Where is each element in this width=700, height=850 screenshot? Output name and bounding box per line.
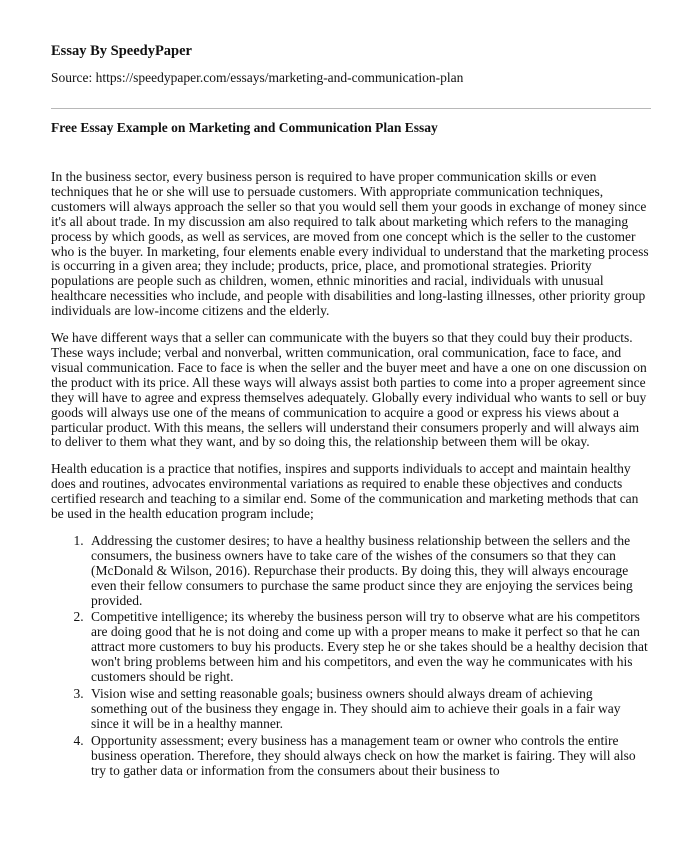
brand-title: Essay By SpeedyPaper [51, 43, 192, 59]
numbered-list [51, 534, 651, 779]
body-paragraph: In the business sector, every business person is required to have proper communication skills or even techniques that he or she will use to persuade customers. With appropriate communication techniques, customers will always approach the seller so that you would sell them your goods in exchange of money since it's all about trade. In my discussion am also required to talk about marketing which refers to the managing process by which goods, as well as services, are moved from one concept which is the seller to the customer who is the buyer. In marketing, four elements enable every individual to understand that the marketing process is occurring in a given area; they include; products, price, place, and promotional strategies. Priority populations are people such as children, women, ethnic minorities and racial, individuals with unusual healthcare necessities who include, and people with disabilities and long-lasting illnesses, other priority group individuals are low-income citizens and the elderly. [51, 169, 649, 319]
body-paragraph: Health education is a practice that notifies, inspires and supports individuals to accept and maintain healthy does and routines, advocates environmental variations as required to enable these objectives and conducts certified research and teaching to a similar end. Some of the communication and marketing methods that can be used in the health education program include; [51, 461, 639, 522]
list-item: 4. Opportunity assessment; every business has a management team or owner who controls the entire business operation. Therefore, they should always check on how the market is fairing. They will also try to gather data or information from the consumers about their business to [87, 734, 651, 779]
header-divider [51, 108, 651, 109]
list-item: 1. Addressing the customer desires; to have a healthy business relationship between the sellers and the consumers, the business owners have to take care of the wishes of the consumers so that they can (McDonald & Wilson, 2016). Repurchase their products. By doing this, they will always encourage even their fellow consumers to purchase the same product since they are enjoying the services being provided. [87, 534, 651, 609]
body-paragraph: We have different ways that a seller can communicate with the buyers so that they could buy their products. These ways include; verbal and nonverbal, written communication, oral communication, face to face, and visual communication. Face to face is when the seller and the buyer meet and have a one on one discussion on the product with its price. All these ways will always assist both parties to come into a proper agreement since they will have to agree and express themselves adequately. Globally every individual who wants to sell or buy goods will always use one of the means of communication to acquire a good or express his views about a particular product. With this means, the sellers will understand their consumers properly and will always aim to deliver to them what they want, and by so doing this, the relationship between them will be okay. [51, 330, 647, 450]
list-item: 2. Competitive intelligence; its whereby the business person will try to observe what are his competitors are doing good that he is not doing and come up with a proper means to make it perfect so that he can attract more customers to buy his products. Every step he or she takes should be a healthy decision that won't bring problems between him and his competitors, and even the way he communicates with his customers should be right. [87, 610, 651, 685]
essay-title: Free Essay Example on Marketing and Communication Plan Essay [51, 120, 438, 135]
list-item: 3. Vision wise and setting reasonable goals; business owners should always dream of achieving something out of the business they engage in. They should aim to achieve their goals in a fair way since it will be in a healthy manner. [87, 687, 651, 732]
source-line: Source: https://speedypaper.com/essays/marketing-and-communication-plan [51, 70, 464, 85]
document-header [51, 42, 651, 86]
essay-body [51, 170, 651, 780]
